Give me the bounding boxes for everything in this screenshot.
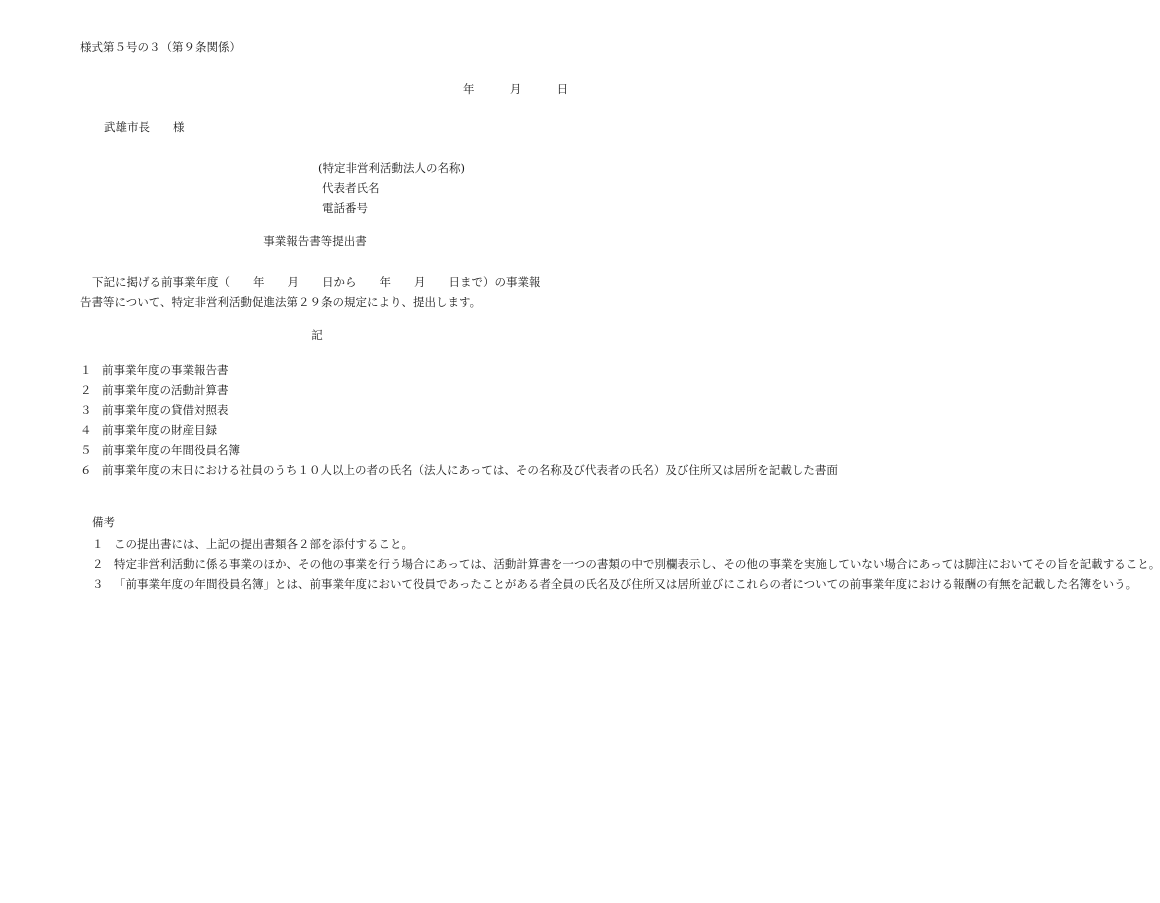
- ki-heading: 記: [311, 328, 323, 342]
- attachment-list: [80, 360, 838, 480]
- remark-text: 「前事業年度の年間役員名簿」とは、前事業年度において役員であったことがある者全員の氏名及び住所又は居所並びにこれらの者についての前事業年度における報酬の有無を記載した名簿をいう。: [114, 577, 1138, 591]
- remark-text: 特定非営利活動に係る事業のほか、その他の事業を行う場合にあっては、活動計算書を一つの書類の中で別欄表示し、その他の事業を実施していない場合にあっては脚注においてその旨を記載すること。: [114, 557, 1160, 571]
- remark-number: ３: [92, 577, 104, 591]
- remark-item: [92, 534, 550, 554]
- body-text: [80, 272, 550, 312]
- remark-item: [92, 574, 1138, 594]
- date-month: 月: [509, 82, 522, 96]
- list-item: [80, 460, 838, 480]
- item-number: ６: [80, 463, 92, 477]
- item-text: 前事業年度の財産目録: [102, 423, 217, 437]
- applicant-block: [318, 158, 465, 218]
- item-number: １: [80, 363, 92, 377]
- item-number: ４: [80, 423, 92, 437]
- list-item: [80, 420, 550, 440]
- remark-text: この提出書には、上記の提出書類各２部を添付すること。: [114, 537, 413, 551]
- item-text: 前事業年度の事業報告書: [102, 363, 229, 377]
- item-number: ２: [80, 383, 92, 397]
- date-year: 年: [463, 82, 475, 96]
- item-text: 前事業年度の末日における社員のうち１０人以上の者の氏名（法人にあっては、その名称及び代表者の氏名）及び住所又は居所を記載した書面: [102, 463, 838, 477]
- date-day: 日: [556, 82, 569, 96]
- body-text-content: 下記に掲げる前事業年度（ 年 月 日から 年 月 日まで）の事業報告書等について、特定非営利活動促進法第２９条の規定により、提出します。: [80, 275, 541, 309]
- date-line: [463, 84, 568, 96]
- remark-number: １: [92, 537, 104, 551]
- item-text: 前事業年度の年間役員名簿: [102, 443, 240, 457]
- applicant-phone: 電話番号: [322, 201, 368, 215]
- remarks-list: [92, 534, 1160, 594]
- form-number: 様式第５号の３（第９条関係）: [80, 40, 241, 54]
- applicant-representative: 代表者氏名: [322, 181, 380, 195]
- remark-item: [92, 554, 1160, 574]
- remarks-heading: 備考: [92, 515, 115, 529]
- applicant-org-name: (特定非営利活動法人の名称): [318, 161, 465, 175]
- remark-number: ２: [92, 557, 104, 571]
- item-number: ３: [80, 403, 92, 417]
- item-text: 前事業年度の貸借対照表: [102, 403, 229, 417]
- document-title: 事業報告書等提出書: [263, 234, 367, 248]
- list-item: [80, 380, 550, 400]
- list-item: [80, 360, 550, 380]
- item-text: 前事業年度の活動計算書: [102, 383, 229, 397]
- list-item: [80, 440, 550, 460]
- list-item: [80, 400, 550, 420]
- addressee: 武雄市長 様: [104, 120, 185, 134]
- item-number: ５: [80, 443, 92, 457]
